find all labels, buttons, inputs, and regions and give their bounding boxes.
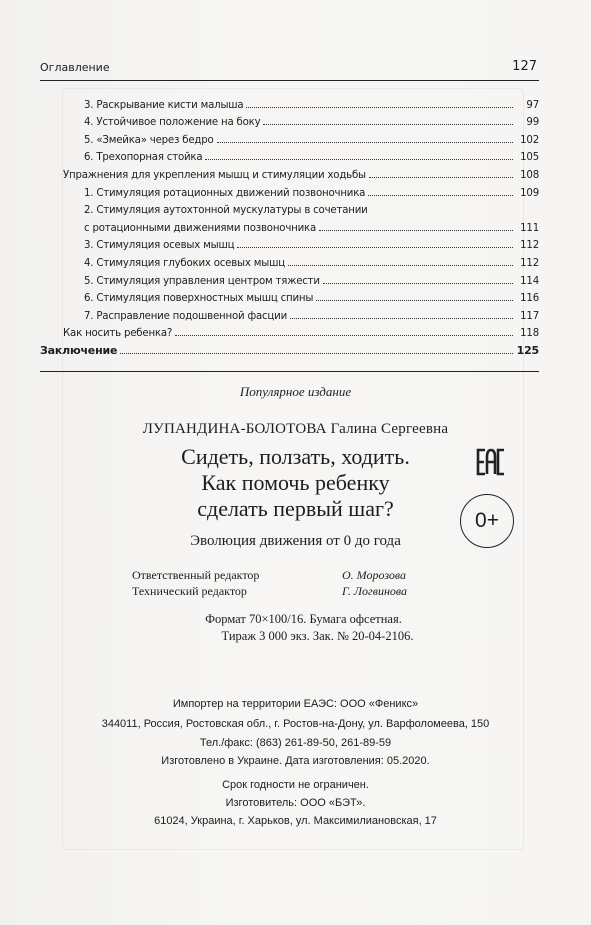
toc-entry-title: 5. Стимуляция управления центром тяжести xyxy=(84,275,320,287)
toc-entry-title: 6. Стимуляция поверхностных мышц спины xyxy=(84,293,314,305)
toc-leader-dots xyxy=(263,123,513,125)
tech-editor-label: Технический редактор xyxy=(132,584,247,598)
toc-entry xyxy=(40,111,539,129)
toc-entry xyxy=(40,234,539,252)
toc-entry-title: 3. Стимуляция осевых мышц xyxy=(84,240,235,252)
book-subtitle: Эволюция движения от 0 до года xyxy=(190,533,401,549)
header-page-number: 127 xyxy=(512,59,537,74)
toc-entry xyxy=(40,304,539,322)
toc-entry-title: Как носить ребенка? xyxy=(63,328,173,340)
toc-entry-title: 3. Раскрывание кисти малыша xyxy=(84,99,244,111)
table-of-contents xyxy=(40,93,539,357)
toc-entry xyxy=(40,146,539,164)
toc-leader-dots xyxy=(246,106,513,108)
toc-entry xyxy=(40,287,539,305)
toc-entry-page: 112 xyxy=(520,257,539,269)
toc-leader-dots xyxy=(369,176,513,178)
editor-label: Ответственный редактор xyxy=(132,568,260,582)
toc-entry-page: 112 xyxy=(520,240,539,252)
toc-entry-title: Упражнения для укрепления мышц и стимуляции ходьбы xyxy=(63,169,366,181)
editor-name: О. Морозова xyxy=(342,568,406,582)
toc-entry-title: 4. Стимуляция глубоких осевых мышц xyxy=(84,257,285,269)
toc-entry-title: 1. Стимуляция ротационных движений позвоночника xyxy=(84,187,366,199)
toc-leader-dots xyxy=(205,158,513,160)
editor-credit xyxy=(132,568,406,583)
toc-entry-page: 116 xyxy=(520,293,539,305)
toc-leader-dots xyxy=(288,264,513,266)
toc-entry xyxy=(40,128,539,146)
author-name: ЛУПАНДИНА-БОЛОТОВА Галина Сергеевна xyxy=(142,421,449,437)
toc-entry xyxy=(40,339,539,357)
made-in-line: Изготовлено в Украине. Дата изготовления: 05.2020. xyxy=(161,755,430,767)
toc-entry-title: 4. Устойчивое положение на боку xyxy=(84,117,261,129)
toc-leader-dots xyxy=(316,299,513,301)
print-run-line: Тираж 3 000 экз. Зак. № 20-04-2106. xyxy=(221,629,414,643)
toc-entry xyxy=(40,199,539,217)
importer-phone: Тел./факс: (863) 261-89-50, 261-89-59 xyxy=(199,737,392,749)
divider-rule xyxy=(40,371,539,372)
book-title-line-3: сделать первый шаг? xyxy=(197,496,394,521)
toc-entry-page: 114 xyxy=(520,275,539,287)
age-rating-badge: 0+ xyxy=(460,494,514,548)
tech-editor-name: Г. Логвинова xyxy=(342,584,408,598)
importer-address: 344011, Россия, Ростовская обл., г. Ростов-на-Дону, ул. Варфоломеева, 150 xyxy=(101,718,490,730)
eac-mark-icon xyxy=(476,447,506,477)
edition-type: Популярное издание xyxy=(239,384,352,399)
toc-entry-title: 7. Расправление подошвенной фасции xyxy=(84,310,287,322)
toc-entry-title: Заключение xyxy=(40,343,118,357)
toc-leader-dots xyxy=(368,194,513,196)
toc-entry-page: 109 xyxy=(520,187,539,199)
header-section-title: Оглавление xyxy=(40,61,110,74)
manufacturer-line: Изготовитель: ООО «БЭТ». xyxy=(225,797,366,809)
toc-entry-title: 5. «Змейка» через бедро xyxy=(84,134,214,146)
toc-entry-page: 118 xyxy=(520,328,539,340)
toc-leader-dots xyxy=(371,212,513,213)
toc-leader-dots xyxy=(319,229,513,231)
toc-entry-page: 97 xyxy=(526,99,539,111)
toc-entry xyxy=(40,93,539,111)
toc-entry-page: 125 xyxy=(516,343,539,357)
toc-leader-dots xyxy=(323,282,513,284)
format-line: Формат 70×100/16. Бумага офсетная. xyxy=(205,612,402,626)
manufacturer-address: 61024, Украина, г. Харьков, ул. Максимилиановская, 17 xyxy=(154,815,437,827)
toc-entry xyxy=(40,322,539,340)
toc-entry xyxy=(40,163,539,181)
toc-leader-dots xyxy=(217,141,513,143)
shelf-life-line: Срок годности не ограничен. xyxy=(222,779,369,791)
tech-editor-credit xyxy=(132,584,408,599)
toc-leader-dots xyxy=(120,352,513,354)
toc-entry-page: 117 xyxy=(520,310,539,322)
toc-entry xyxy=(40,251,539,269)
toc-entry xyxy=(40,181,539,199)
toc-leader-dots xyxy=(237,246,513,248)
toc-entry-title: с ротационными движениями позвоночника xyxy=(84,222,317,234)
toc-entry-page: 111 xyxy=(520,222,539,234)
toc-leader-dots xyxy=(290,317,513,319)
running-header xyxy=(40,60,539,81)
toc-entry xyxy=(40,216,539,234)
toc-leader-dots xyxy=(175,334,513,336)
toc-entry-title: 6. Трехопорная стойка xyxy=(84,152,203,164)
toc-entry-page: 99 xyxy=(526,117,539,129)
book-title-line-2: Как помочь ребенку xyxy=(201,470,390,495)
toc-entry-page: 108 xyxy=(520,169,539,181)
toc-entry-title: 2. Стимуляция аутохтонной мускулатуры в сочетании xyxy=(84,205,368,217)
book-title-line-1: Сидеть, ползать, ходить. xyxy=(181,444,410,469)
toc-entry-page: 105 xyxy=(520,152,539,164)
toc-entry-page: 102 xyxy=(520,134,539,146)
importer-line: Импортер на территории ЕАЭС: ООО «Феникс» xyxy=(172,698,419,710)
toc-entry xyxy=(40,269,539,287)
